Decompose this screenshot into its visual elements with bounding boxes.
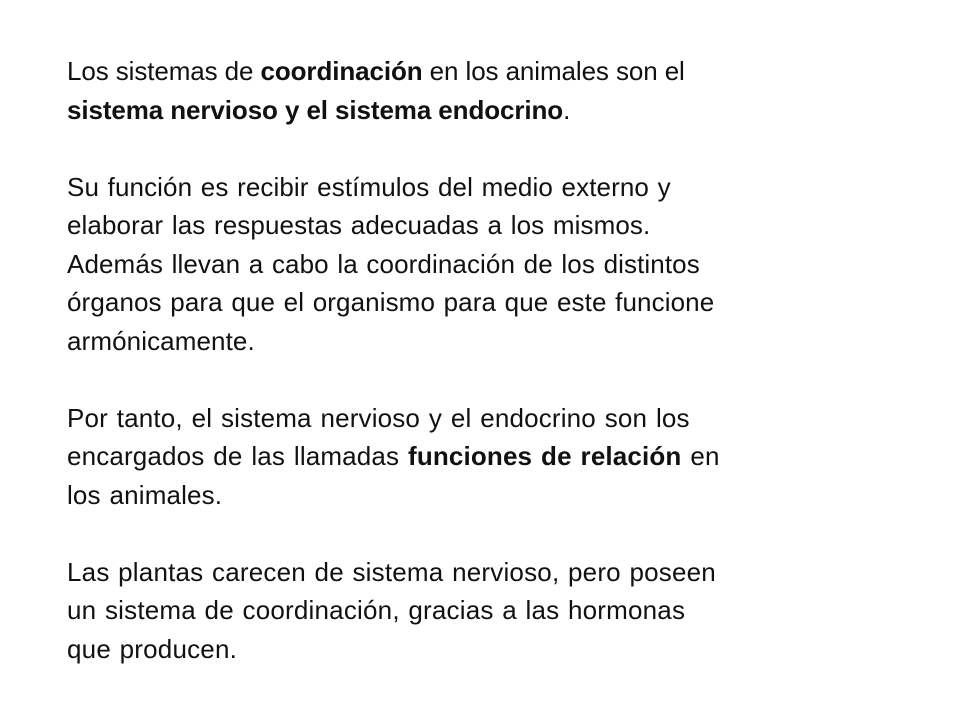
line: Su función es recibir estímulos del medio externo y [67, 171, 671, 202]
text-span: en los animales son el [422, 56, 685, 86]
slide-content [67, 52, 867, 668]
line [67, 91, 867, 130]
line: Además llevan a cabo la coordinación de los distintos [67, 248, 700, 279]
paragraph-function [67, 168, 867, 361]
text-span: Los sistemas de [67, 56, 261, 86]
line [67, 437, 867, 476]
bold-term-systems: sistema nervioso y el sistema endocrino [67, 94, 564, 125]
line: un sistema de coordinación, gracias a las hormonas [67, 595, 686, 625]
text-span: . [563, 94, 571, 125]
text-span: en [681, 441, 720, 471]
paragraph-coordination-systems [67, 52, 867, 129]
line [67, 52, 867, 91]
paragraph-plants [67, 553, 867, 669]
line: elaborar las respuestas adecuadas a los mismos. [67, 210, 651, 240]
line: Las plantas carecen de sistema nervioso, pero poseen [67, 556, 716, 587]
line: que producen. [67, 633, 238, 664]
bold-term-coordinacion: coordinación [260, 56, 423, 86]
line: órganos para que el organismo para que este funcione [67, 287, 715, 317]
bold-term-funciones-de-relacion: funciones de relación [408, 441, 682, 471]
line: Por tanto, el sistema nervioso y el endocrino son los [67, 402, 690, 433]
paragraph-relation-functions [67, 399, 867, 515]
text-span: encargados de las llamadas [67, 441, 409, 471]
line: armónicamente. [67, 325, 255, 356]
line: los animales. [67, 479, 223, 510]
